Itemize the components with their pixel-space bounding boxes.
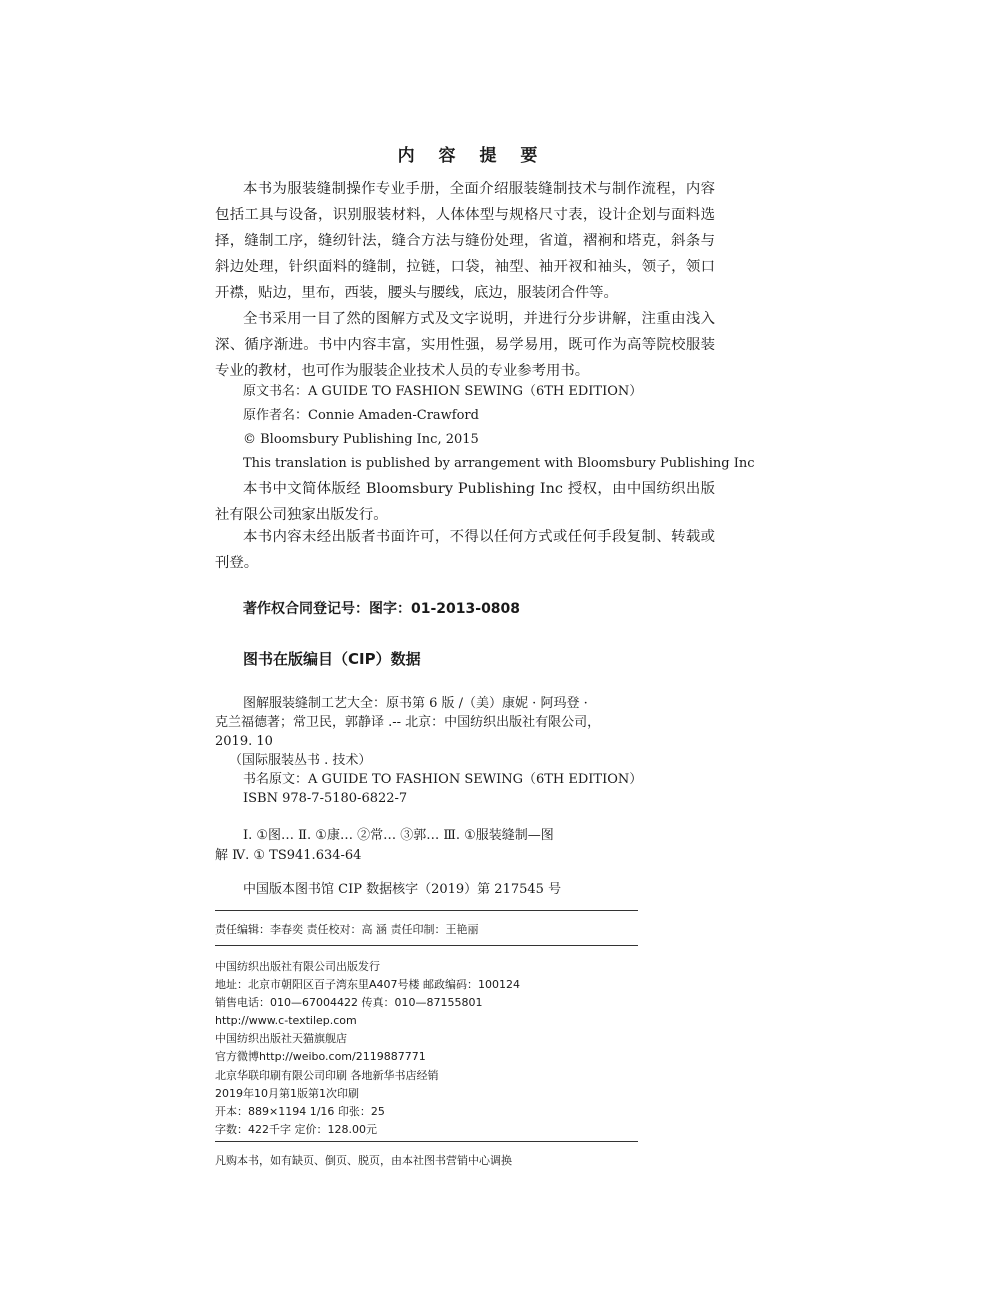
translation-note: This translation is published by arrangement with Bloomsbury Publishing Inc [243, 456, 755, 471]
divider [215, 910, 638, 911]
editors-line: 责任编辑：李春奕 责任校对：高 涵 责任印制：王艳丽 [215, 923, 479, 936]
restriction-paragraph: 本书内容未经出版者书面许可，不得以任何方式或任何手段复制、转载或刊登。 [215, 529, 715, 571]
cip-classification: Ⅰ. ①图… Ⅱ. ①康… ②常… ③郭… Ⅲ. ①服装缝制—图 [243, 828, 554, 843]
publisher-line: 中国纺织出版社有限公司出版发行 [215, 960, 380, 973]
divider [215, 945, 638, 946]
registration-number: 著作权合同登记号：图字：01-2013-0808 [243, 601, 521, 617]
cip-line: （国际服装丛书 . 技术） [229, 753, 372, 768]
store-line: 中国纺织出版社天猫旗舰店 [215, 1032, 347, 1046]
footer-note: 凡购本书，如有缺页、倒页、脱页，由本社图书营销中心调换 [215, 1154, 512, 1167]
phone-line: 销售电话：010—67004422 传真：010—87155801 [215, 996, 483, 1010]
cip-line: 克兰福德著；常卫民，郭静译 .-- 北京：中国纺织出版社有限公司， [215, 715, 601, 730]
cip-verification: 中国版本图书馆 CIP 数据核字（2019）第 217545 号 [243, 882, 562, 897]
divider [215, 1141, 638, 1142]
cip-isbn: ISBN 978-7-5180-6822-7 [243, 791, 408, 806]
publisher-info [215, 958, 520, 1139]
cip-line: 书名原文：A GUIDE TO FASHION SEWING（6TH EDITION） [243, 772, 643, 787]
cip-classification-cont: 解 Ⅳ. ① TS941.634-64 [215, 848, 362, 863]
cip-line: 图解服装缝制工艺大全：原书第 6 版 /（美）康妮 · 阿玛登 · [243, 696, 588, 711]
cip-block [215, 694, 643, 808]
price-line: 字数：422千字 定价：128.00元 [215, 1122, 377, 1136]
page-title: 内 容 提 要 [397, 146, 547, 166]
website-link[interactable]: http://www.c-textilep.com [215, 1014, 357, 1028]
cip-heading: 图书在版编目（CIP）数据 [243, 650, 421, 668]
summary-paragraph-1: 本书为服装缝制操作专业手册，全面介绍服装缝制技术与制作流程，内容包括工具与设备，识别服装材料，人体体型与规格尺寸表，设计企划与面料选择，缝制工序，缝纫针法，缝合方法与缝份处理，省道，褶裥和塔克，斜条与斜边处理，针织面料的缝制，拉链，口袋，袖型、袖开衩和袖头，领子，领口开襟，贴边，里布，西装，腰头与腰线，底边，服装闭合件等。 [215, 181, 715, 301]
address-line: 地址：北京市朝阳区百子湾东里A407号楼 邮政编码：100124 [215, 978, 521, 992]
edition-line: 2019年10月第1版第1次印刷 [215, 1086, 359, 1100]
format-line: 开本：889×1194 1/16 印张：25 [215, 1104, 385, 1118]
original-author: 原作者名：Connie Amaden-Crawford [243, 408, 479, 423]
cip-line: 2019. 10 [215, 734, 273, 749]
copyright-line: © Bloomsbury Publishing Inc, 2015 [243, 432, 479, 447]
summary-paragraph-2: 全书采用一目了然的图解方式及文字说明，并进行分步讲解，注重由浅入深、循序渐进。书中内容丰富，实用性强，易学易用，既可作为高等院校服装专业的教材，也可作为服装企业技术人员的专业参考用书。 [215, 311, 715, 379]
license-paragraph: 本书中文简体版经 Bloomsbury Publishing Inc 授权，由中国纺织出版社有限公司独家出版发行。 [215, 481, 715, 523]
original-title: 原文书名：A GUIDE TO FASHION SEWING（6TH EDITION） [243, 384, 643, 399]
weibo-link[interactable]: 官方微博http://weibo.com/2119887771 [215, 1050, 426, 1064]
printer-line: 北京华联印刷有限公司印刷 各地新华书店经销 [215, 1068, 439, 1082]
